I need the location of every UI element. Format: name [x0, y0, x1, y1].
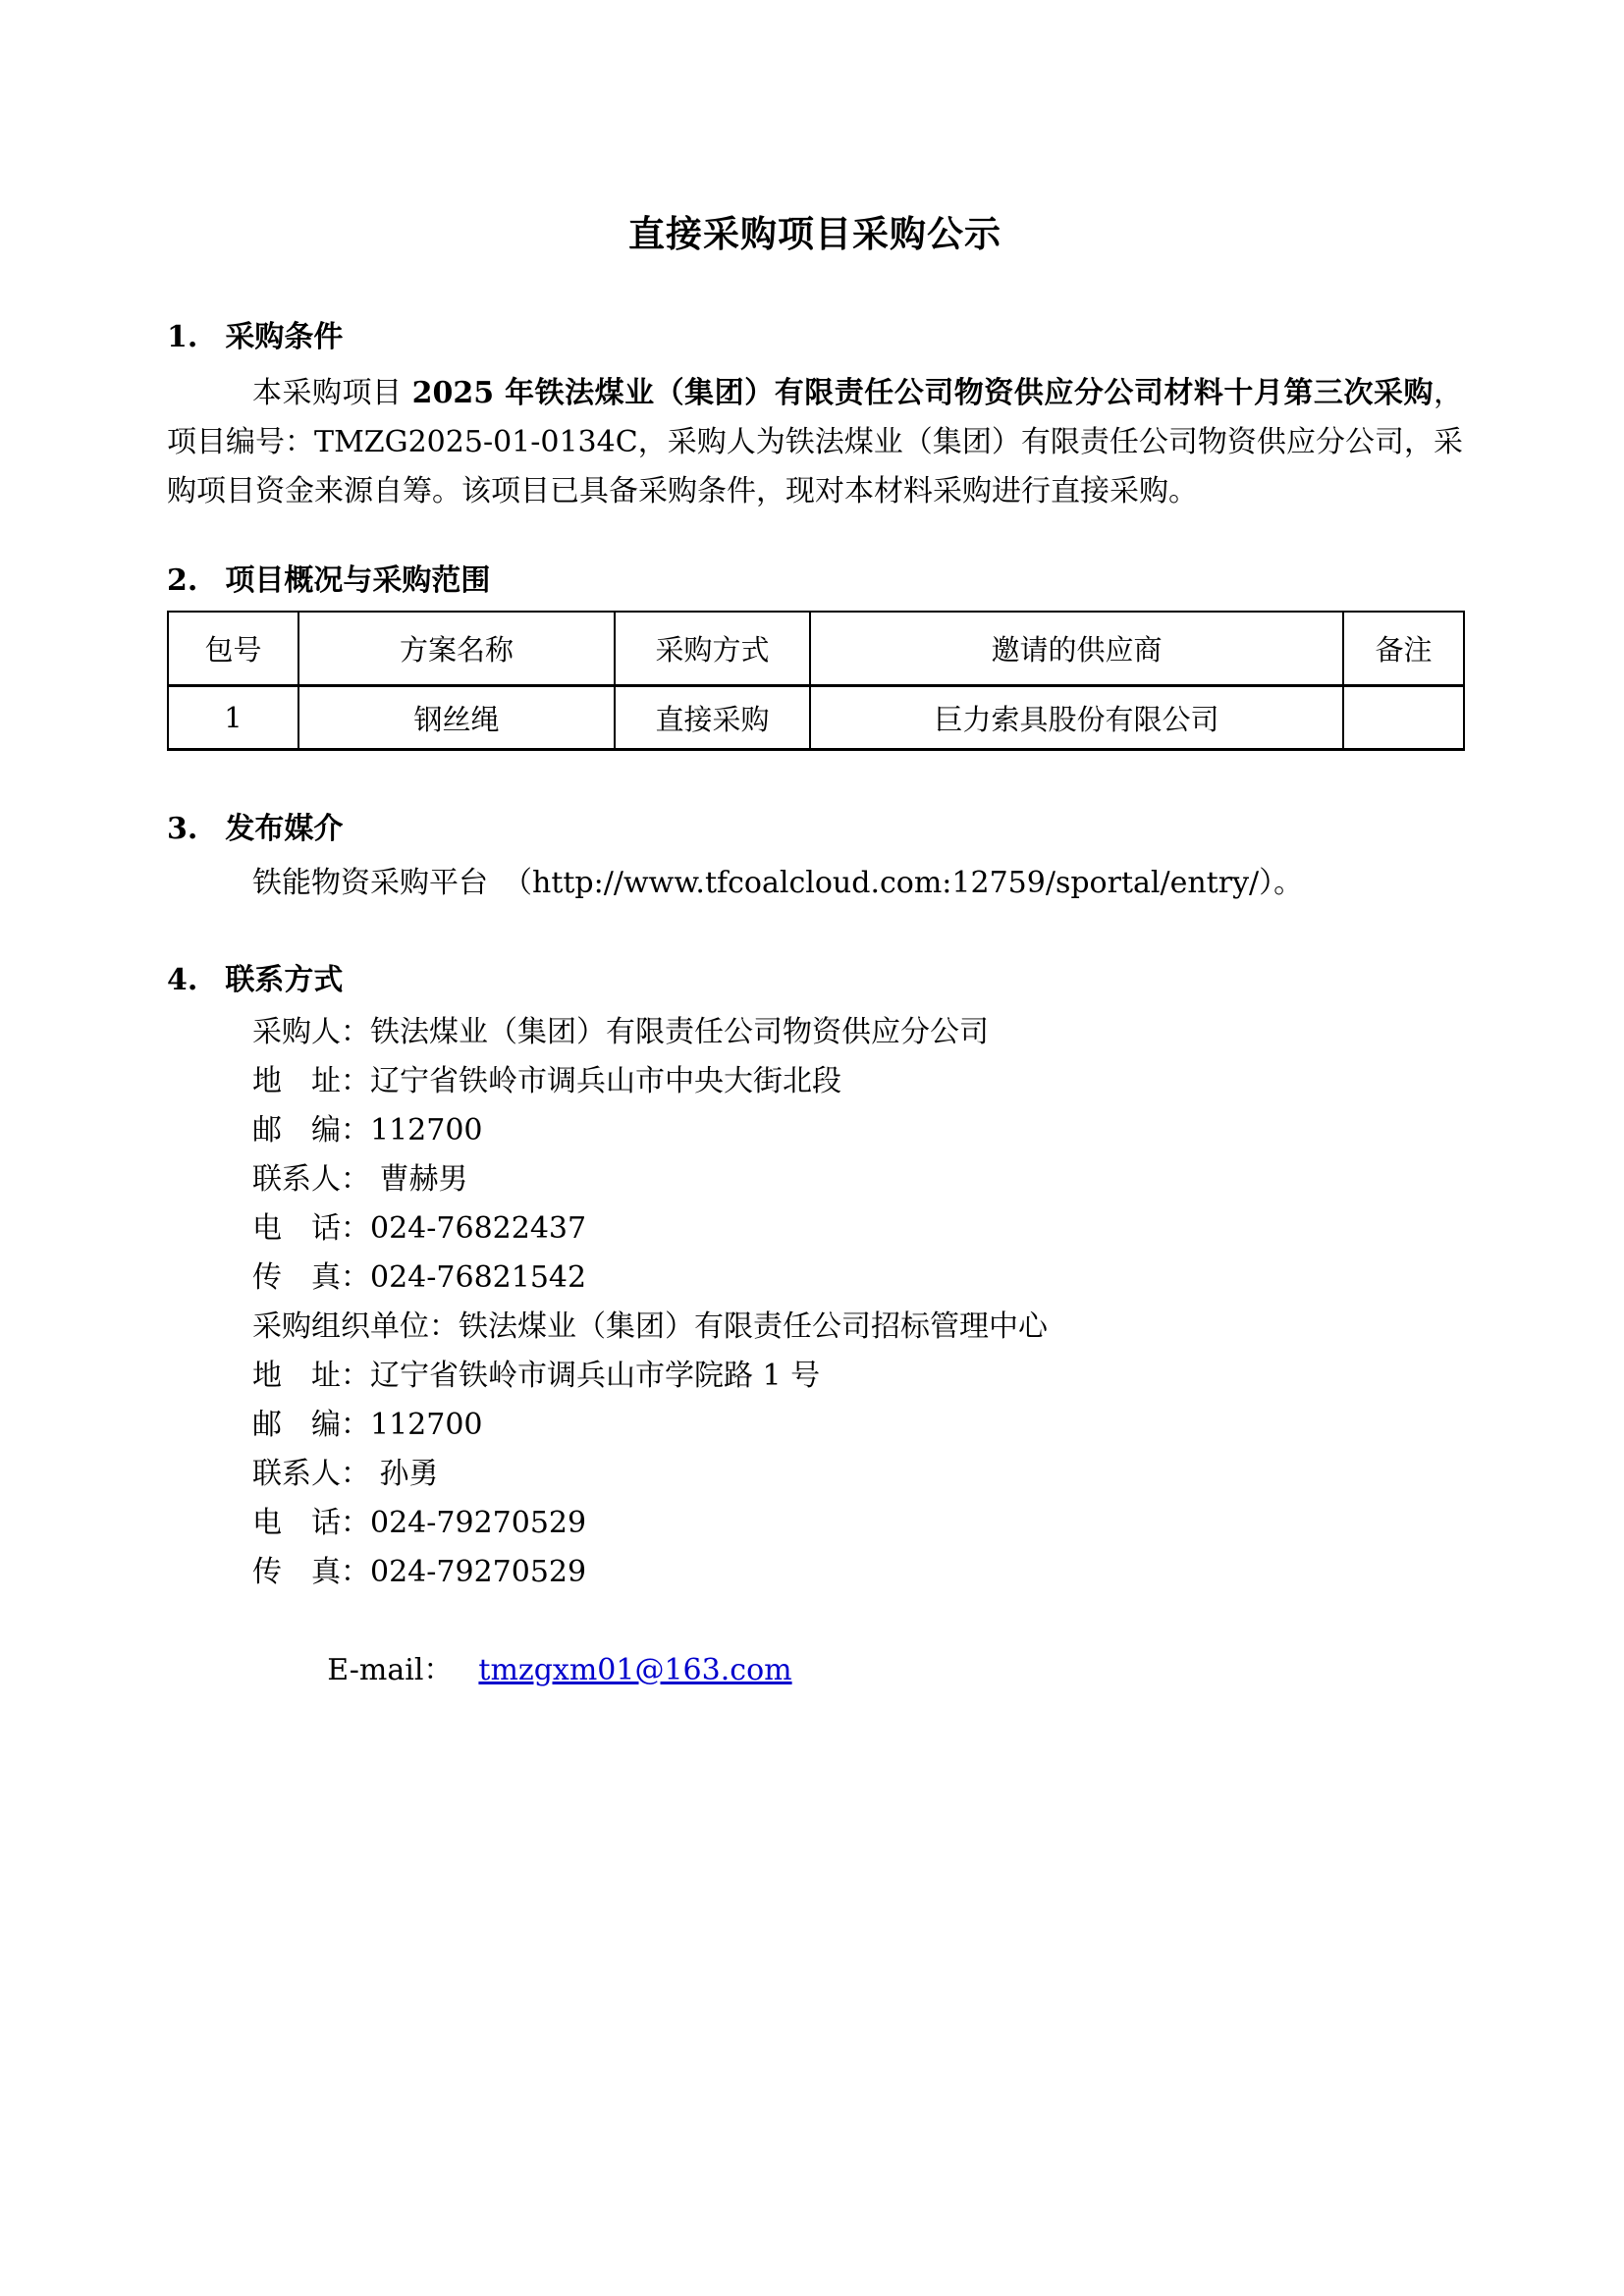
section-4-heading: [167, 961, 1463, 1000]
col-header-procurement-method: 采购方式: [615, 612, 810, 686]
paragraph-prefix: 本采购项目: [252, 376, 412, 410]
contact-line-buyer-phone: 电 话：024-76822437: [252, 1211, 587, 1246]
section-2-heading: [167, 561, 1463, 601]
publish-media-line: [167, 861, 1463, 906]
section-contact-info: [167, 961, 1463, 1744]
contact-line-organizer-phone: 电 话：024-79270529: [252, 1506, 587, 1540]
contact-line-buyer: 采购人：铁法煤业（集团）有限责任公司物资供应分公司: [252, 1015, 989, 1049]
cell-procurement-method: 直接采购: [615, 686, 810, 750]
col-header-remarks: 备注: [1343, 612, 1464, 686]
contact-line-organizer-zipcode: 邮 编：112700: [252, 1408, 483, 1442]
email-link[interactable]: tmzgxm01@163.com: [478, 1653, 792, 1687]
procurement-conditions-paragraph: [167, 369, 1463, 516]
contact-line-buyer-contact-person: 联系人： 曹赫男: [252, 1162, 468, 1197]
section-1-number: 1.: [167, 320, 198, 354]
contact-line-organizer-fax: 传 真：024-79270529: [252, 1555, 587, 1589]
section-2-title: 项目概况与采购范围: [225, 563, 491, 598]
contact-line-buyer-address: 地 址：辽宁省铁岭市调兵山市中央大街北段: [252, 1064, 841, 1098]
section-4-title: 联系方式: [225, 963, 344, 997]
section-3-number: 3.: [167, 812, 198, 846]
section-2-number: 2.: [167, 563, 198, 598]
section-publish-media: [167, 810, 1463, 906]
cell-invited-supplier: 巨力索具股份有限公司: [810, 686, 1343, 750]
contact-block: [167, 1008, 1463, 1744]
paragraph-suffix: ，项目编号：TMZG2025-01-0134C，采购人为铁法煤业（集团）有限责任公司物资供应分公司，采购项目资金来源自筹。该项目已具备采购条件，现对本材料采购进行直接采购。: [167, 376, 1463, 508]
section-project-scope: [167, 561, 1463, 751]
section-1-title: 采购条件: [225, 320, 344, 354]
page-title: 直接采购项目采购公示: [628, 212, 1001, 255]
contact-line-buyer-fax: 传 真：024-76821542: [252, 1260, 587, 1295]
col-header-invited-supplier: 邀请的供应商: [810, 612, 1343, 686]
cell-package-number: 1: [168, 686, 298, 750]
cell-remarks: [1343, 686, 1464, 750]
section-3-title: 发布媒介: [225, 812, 344, 846]
contact-line-organizer-address: 地 址：辽宁省铁岭市调兵山市学院路 1 号: [252, 1359, 821, 1393]
platform-url: http://www.tfcoalcloud.com:12759/sportal/entry/: [532, 866, 1260, 900]
col-header-package-number: 包号: [168, 612, 298, 686]
section-1-heading: [167, 318, 1463, 357]
procurement-table: [167, 611, 1465, 751]
project-name-bold: 2025 年铁法煤业（集团）有限责任公司物资供应分公司材料十月第三次采购: [411, 376, 1434, 410]
email-label: E-mail：: [327, 1653, 454, 1687]
platform-name: 铁能物资采购平台: [252, 866, 488, 900]
section-4-number: 4.: [167, 963, 198, 997]
contact-line-email: [252, 1597, 1463, 1744]
contact-line-organizer-contact-person: 联系人： 孙勇: [252, 1457, 439, 1491]
url-open-paren: （: [488, 866, 532, 900]
table-row: [168, 686, 1464, 750]
section-3-heading: [167, 810, 1463, 849]
contact-line-buyer-zipcode: 邮 编：112700: [252, 1113, 483, 1148]
cell-plan-name: 钢丝绳: [298, 686, 615, 750]
url-close-paren: ）。: [1259, 866, 1304, 900]
col-header-plan-name: 方案名称: [298, 612, 615, 686]
table-header-row: [168, 612, 1464, 686]
section-procurement-conditions: [167, 318, 1463, 516]
contact-line-organizer: 采购组织单位：铁法煤业（集团）有限责任公司招标管理中心: [252, 1309, 1048, 1344]
